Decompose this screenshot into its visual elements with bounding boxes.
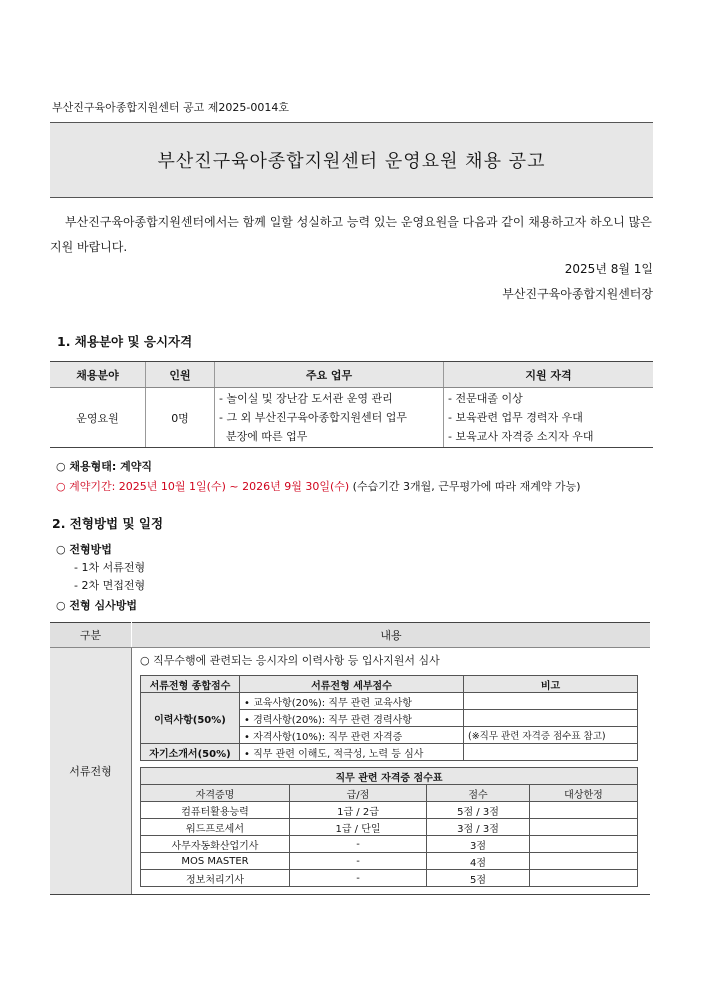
career-item: • 자격사항(10%): 직무 관련 자격증 — [240, 727, 464, 744]
cert-target — [530, 853, 638, 870]
career-item: • 교육사항(20%): 직무 관련 교육사항 — [240, 693, 464, 710]
cert-name: MOS MASTER — [141, 853, 290, 870]
header-category: 구분 — [50, 623, 132, 648]
field-cell: 운영요원 — [50, 388, 146, 448]
note-cell — [464, 744, 638, 761]
duty-item: 분장에 따른 업무 — [219, 430, 308, 443]
header-quals: 지원 자격 — [444, 362, 654, 388]
cert-target — [530, 819, 638, 836]
cert-name: 컴퓨터활용능력 — [141, 802, 290, 819]
note-cell — [464, 710, 638, 727]
table-row — [141, 802, 638, 819]
cert-grade: - — [290, 870, 427, 887]
qual-item: - 전문대졸 이상 — [448, 392, 523, 405]
cert-grade: 1급 / 2급 — [290, 802, 427, 819]
cert-header: 급/점 — [290, 785, 427, 802]
note-cell — [464, 693, 638, 710]
header-duties: 주요 업무 — [215, 362, 444, 388]
method-item: - 1차 서류전형 — [74, 561, 146, 574]
career-label: 이력사항(50%) — [141, 693, 240, 744]
score-header: 비고 — [464, 676, 638, 693]
qual-item: - 보육교사 자격증 소지자 우대 — [448, 430, 594, 443]
cert-name: 정보처리기사 — [141, 870, 290, 887]
cert-score: 4점 — [427, 853, 530, 870]
signatory: 부산진구육아종합지원센터장 — [502, 287, 653, 301]
title-banner — [50, 122, 653, 198]
career-item: • 경력사항(20%): 직무 관련 경력사항 — [240, 710, 464, 727]
cert-title: 직무 관련 자격증 점수표 — [141, 768, 638, 785]
cert-grade: - — [290, 853, 427, 870]
duties-cell — [215, 388, 444, 448]
table-row — [141, 870, 638, 887]
cert-target — [530, 802, 638, 819]
career-note: (※직무 관련 자격증 점수표 참고) — [464, 727, 638, 744]
cert-header: 대상한정 — [530, 785, 638, 802]
quals-cell — [444, 388, 654, 448]
cert-target — [530, 870, 638, 887]
recruitment-table — [50, 361, 653, 448]
contract-label: ○ 계약기간: 2025년 10월 1일(수) ~ 2026년 9월 30일(수) — [56, 480, 350, 493]
cert-name: 사무자동화산업기사 — [141, 836, 290, 853]
section2-heading: 2. 전형방법 및 일정 — [52, 516, 164, 531]
intro-item: • 직무 관련 이해도, 적극성, 노력 등 심사 — [240, 744, 464, 761]
cert-header: 자격증명 — [141, 785, 290, 802]
count-cell: 0명 — [146, 388, 215, 448]
cert-table — [140, 767, 638, 887]
cert-name: 워드프로세서 — [141, 819, 290, 836]
intro-label: 자기소개서(50%) — [141, 744, 240, 761]
cert-score: 5점 — [427, 870, 530, 887]
table-row — [141, 819, 638, 836]
duty-item: - 놀이실 및 장난감 도서관 운영 관리 — [219, 392, 393, 405]
method-item: - 2차 면접전형 — [74, 579, 146, 592]
cert-header: 점수 — [427, 785, 530, 802]
row-label: 서류전형 — [50, 648, 132, 895]
qual-item: - 보육관련 업무 경력자 우대 — [448, 411, 583, 424]
cert-grade: - — [290, 836, 427, 853]
score-table — [140, 675, 638, 761]
header-field: 채용분야 — [50, 362, 146, 388]
duty-item: - 그 외 부산진구육아종합지원센터 업무 — [219, 411, 407, 424]
cert-grade: 1급 / 단일 — [290, 819, 427, 836]
table-row — [141, 853, 638, 870]
cert-score: 3점 / 3점 — [427, 819, 530, 836]
table-row — [141, 836, 638, 853]
review-table — [50, 622, 650, 895]
score-header: 서류전형 종합점수 — [141, 676, 240, 693]
row-content — [132, 648, 651, 895]
notice-date: 2025년 8월 1일 — [564, 262, 653, 276]
header-count: 인원 — [146, 362, 215, 388]
page-title: 부산진구육아종합지원센터 운영요원 채용 공고 — [157, 151, 546, 172]
review-label: ○ 전형 심사방법 — [56, 599, 138, 612]
intro-paragraph: 부산진구육아종합지원센터에서는 함께 일할 성실하고 능력 있는 운영요원을 다음과 같이 채용하고자 하오니 많은 지원 바랍니다. — [50, 215, 652, 254]
cert-score: 3점 — [427, 836, 530, 853]
contract-period — [56, 478, 580, 494]
notice-number: 부산진구육아종합지원센터 공고 제2025-0014호 — [52, 101, 289, 114]
header-content: 내용 — [132, 623, 651, 648]
cert-target — [530, 836, 638, 853]
method-label: ○ 전형방법 — [56, 543, 112, 556]
contract-note: (수습기간 3개월, 근무평가에 따라 재계약 가능) — [349, 480, 581, 493]
cert-score: 5점 / 3점 — [427, 802, 530, 819]
section1-heading: 1. 채용분야 및 응시자격 — [57, 334, 193, 349]
review-desc: ○ 직무수행에 관련되는 응시자의 이력사항 등 입사지원서 심사 — [140, 654, 440, 667]
employment-type: ○ 채용형태: 계약직 — [56, 460, 153, 473]
score-header: 서류전형 세부점수 — [240, 676, 464, 693]
